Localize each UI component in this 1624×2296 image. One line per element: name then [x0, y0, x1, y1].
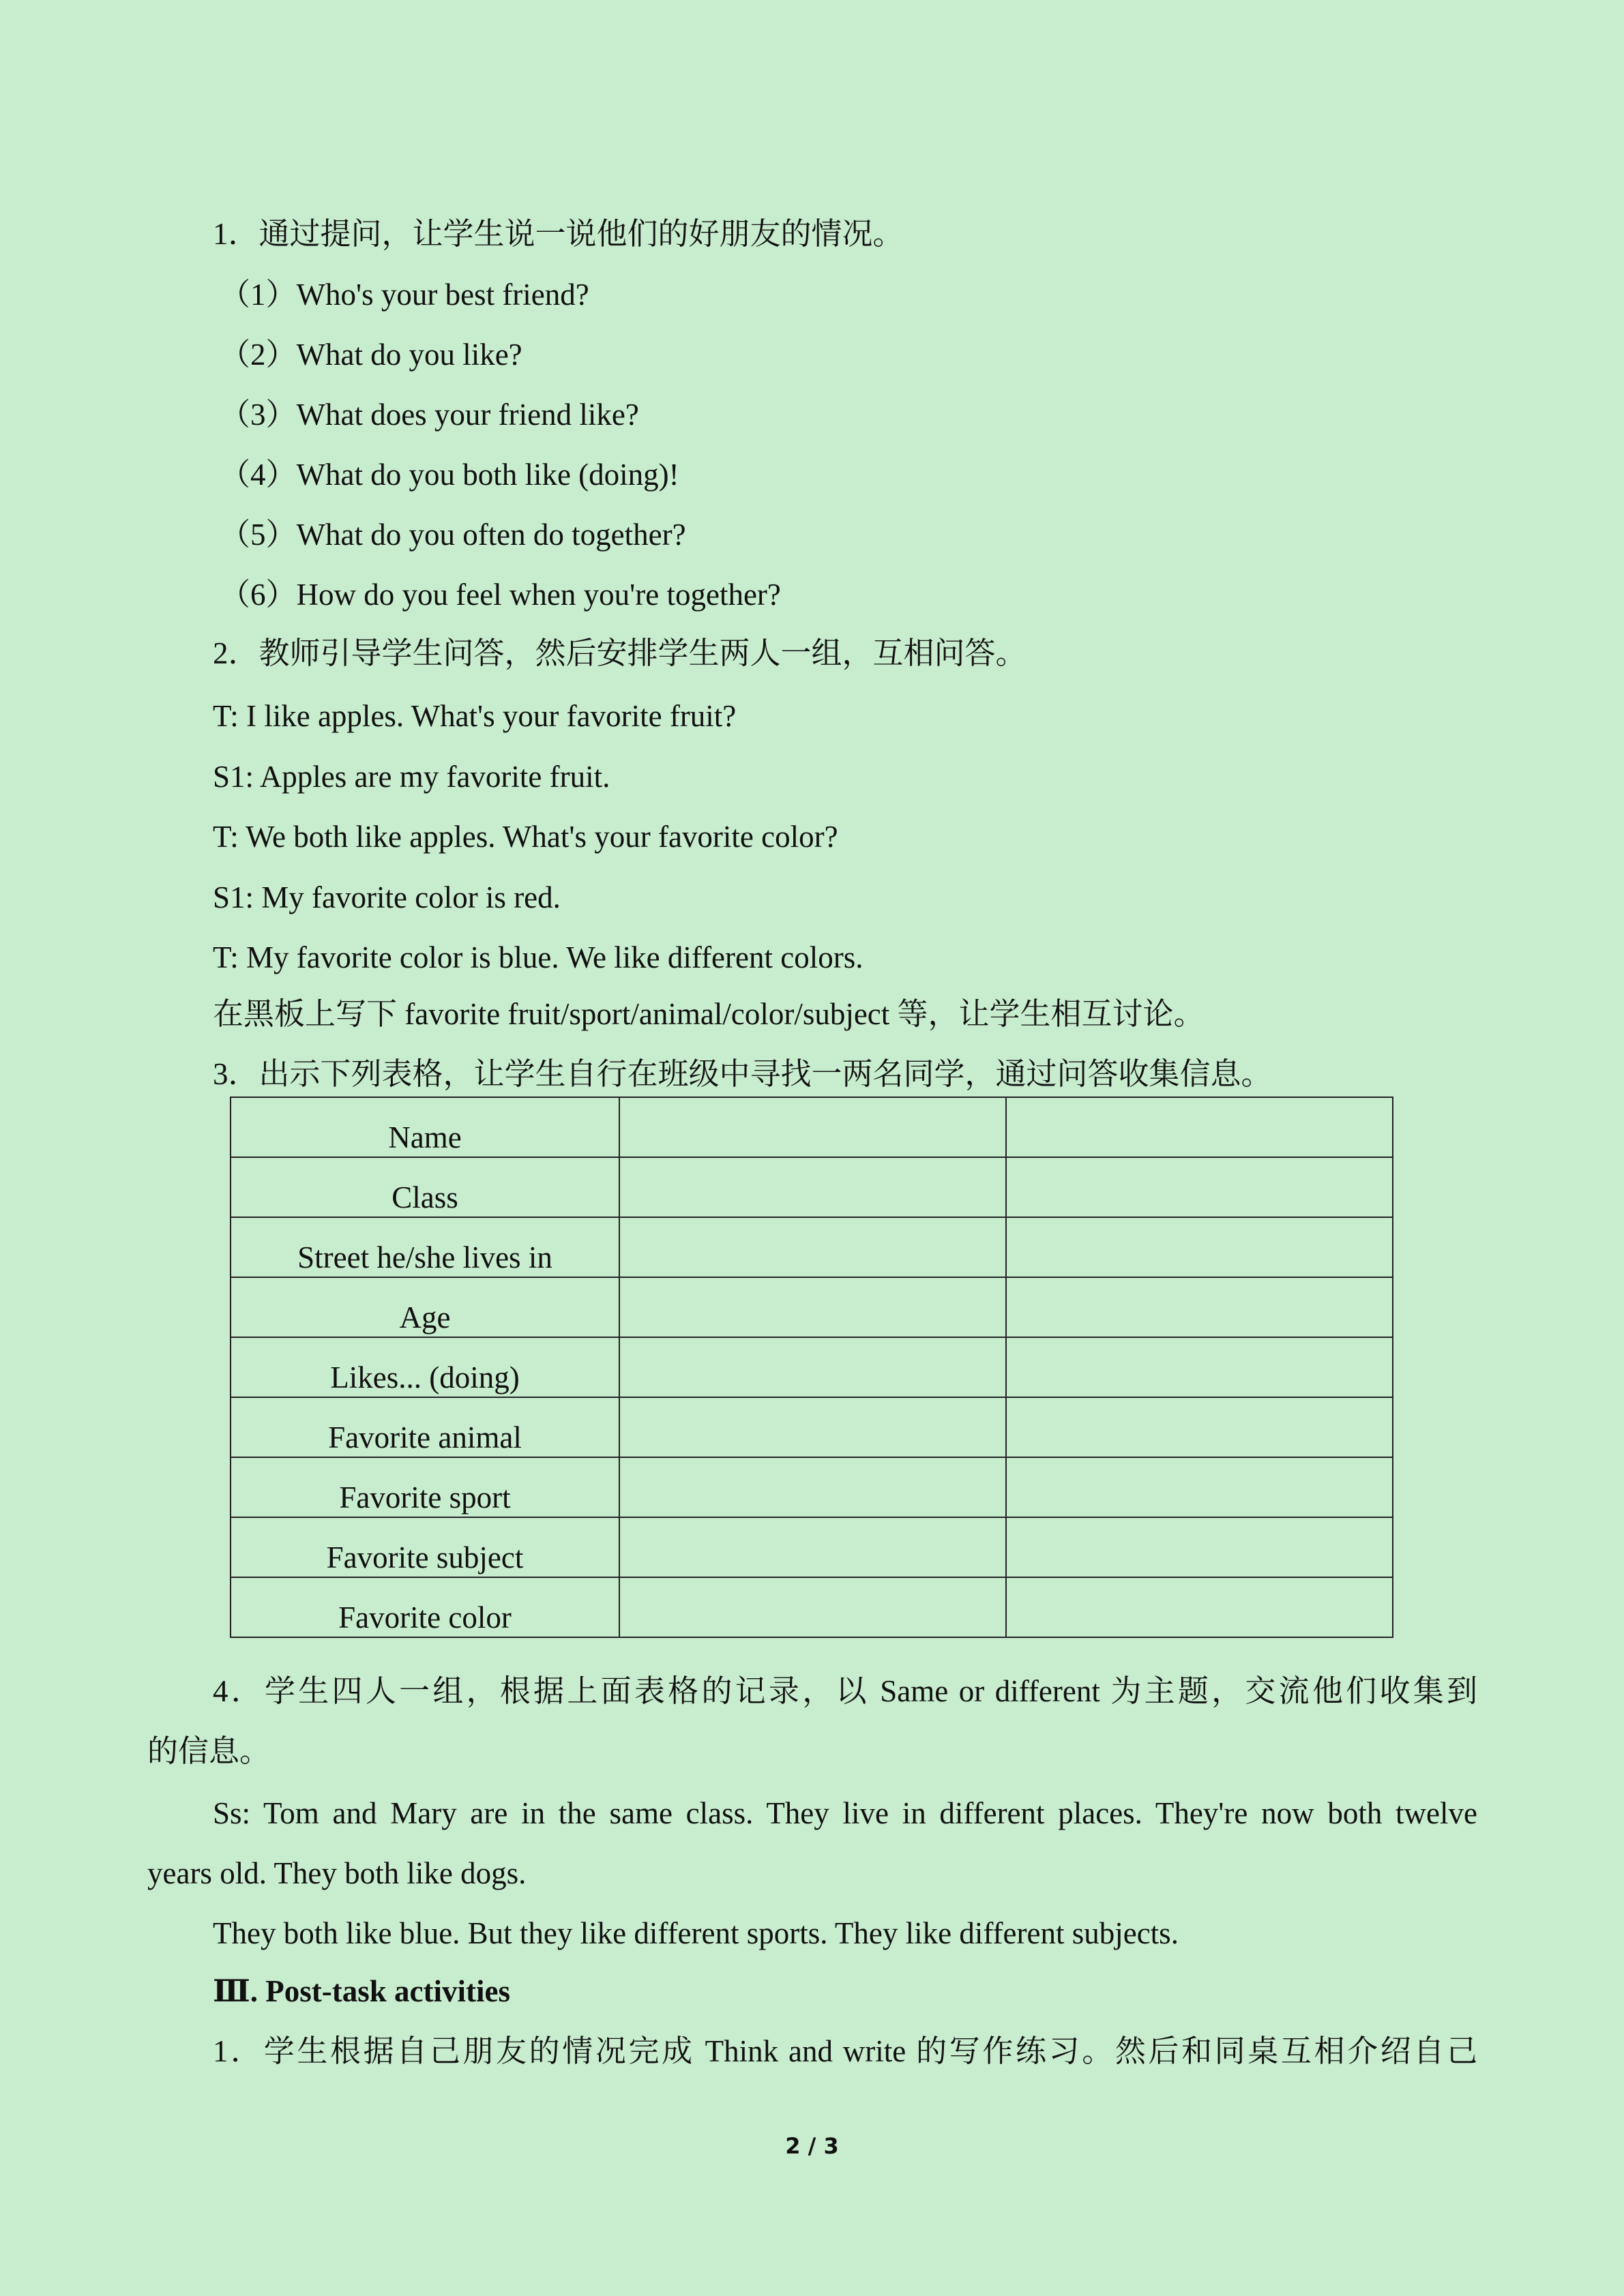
blank-cell — [1006, 1217, 1393, 1277]
blank-cell — [619, 1157, 1006, 1217]
table-row — [231, 1217, 1393, 1277]
blank-cell — [619, 1457, 1006, 1517]
dialogue-line-1: T: I like apples. What's your favorite fruit? — [213, 699, 737, 733]
table-row — [231, 1577, 1393, 1637]
table-row — [231, 1457, 1393, 1517]
question-1: （1）Who's your best friend? — [220, 278, 589, 312]
step4-text-line2: 的信息。 — [147, 1734, 271, 1768]
page-number: 2 / 3 — [785, 2133, 839, 2159]
row-label: Likes... (doing) — [231, 1337, 619, 1397]
blank-cell — [619, 1217, 1006, 1277]
table-row — [231, 1277, 1393, 1337]
blank-cell — [619, 1397, 1006, 1457]
blank-cell — [619, 1517, 1006, 1577]
blank-cell — [1006, 1577, 1393, 1637]
row-label: Age — [231, 1277, 619, 1337]
question-3: （3）What does your friend like? — [220, 398, 639, 432]
row-label: Street he/she lives in — [231, 1217, 619, 1277]
ss-text-line1: Ss: Tom and Mary are in the same class. They live in different places. They're now both twelve — [213, 1796, 1477, 1830]
table-row — [231, 1397, 1393, 1457]
dialogue-line-3: T: We both like apples. What's your favorite color? — [213, 820, 838, 854]
table-row — [231, 1097, 1393, 1157]
dialogue-line-5: T: My favorite color is blue. We like different colors. — [213, 940, 863, 974]
question-2: （2）What do you like? — [220, 338, 522, 372]
step2-text: 2．教师引导学生问答，然后安排学生两人一组，互相问答。 — [213, 636, 1027, 670]
blank-cell — [1006, 1397, 1393, 1457]
blank-cell — [619, 1337, 1006, 1397]
question-4: （4）What do you both like (doing)! — [220, 458, 679, 492]
blank-cell — [1006, 1337, 1393, 1397]
dialogue-line-4: S1: My favorite color is red. — [213, 880, 561, 914]
info-collection-table — [230, 1097, 1393, 1638]
blank-cell — [1006, 1157, 1393, 1217]
row-label: Favorite color — [231, 1577, 619, 1637]
question-5: （5）What do you often do together? — [220, 518, 686, 552]
step1-text: 1．通过提问，让学生说一说他们的好朋友的情况。 — [213, 217, 904, 251]
blackboard-text: 在黑板上写下 favorite fruit/sport/animal/color/subject 等，让学生相互讨论。 — [213, 997, 1205, 1031]
row-label: Favorite subject — [231, 1517, 619, 1577]
blank-cell — [1006, 1517, 1393, 1577]
section-heading: Ⅲ. Post-task activities — [213, 1974, 510, 2008]
row-label: Name — [231, 1097, 619, 1157]
row-label: Favorite animal — [231, 1397, 619, 1457]
ss-text-line3: They both like blue. But they like different sports. They like different subjects. — [213, 1916, 1179, 1950]
question-6: （6）How do you feel when you're together? — [220, 578, 781, 612]
ss-text-line2: years old. They both like dogs. — [147, 1856, 527, 1890]
blank-cell — [1006, 1277, 1393, 1337]
row-label: Class — [231, 1157, 619, 1217]
blank-cell — [619, 1277, 1006, 1337]
table-row — [231, 1157, 1393, 1217]
blank-cell — [619, 1577, 1006, 1637]
table-row — [231, 1517, 1393, 1577]
blank-cell — [619, 1097, 1006, 1157]
dialogue-line-2: S1: Apples are my favorite fruit. — [213, 760, 610, 794]
table-row — [231, 1337, 1393, 1397]
post-task-step1: 1．学生根据自己朋友的情况完成 Think and write 的写作练习。然后和同桌互相介绍自己 — [213, 2034, 1477, 2068]
step3-text: 3．出示下列表格，让学生自行在班级中寻找一两名同学，通过问答收集信息。 — [213, 1057, 1272, 1091]
blank-cell — [1006, 1457, 1393, 1517]
step4-text-line1: 4．学生四人一组，根据上面表格的记录，以 Same or different 为主题，交流他们收集到 — [213, 1674, 1477, 1708]
row-label: Favorite sport — [231, 1457, 619, 1517]
blank-cell — [1006, 1097, 1393, 1157]
